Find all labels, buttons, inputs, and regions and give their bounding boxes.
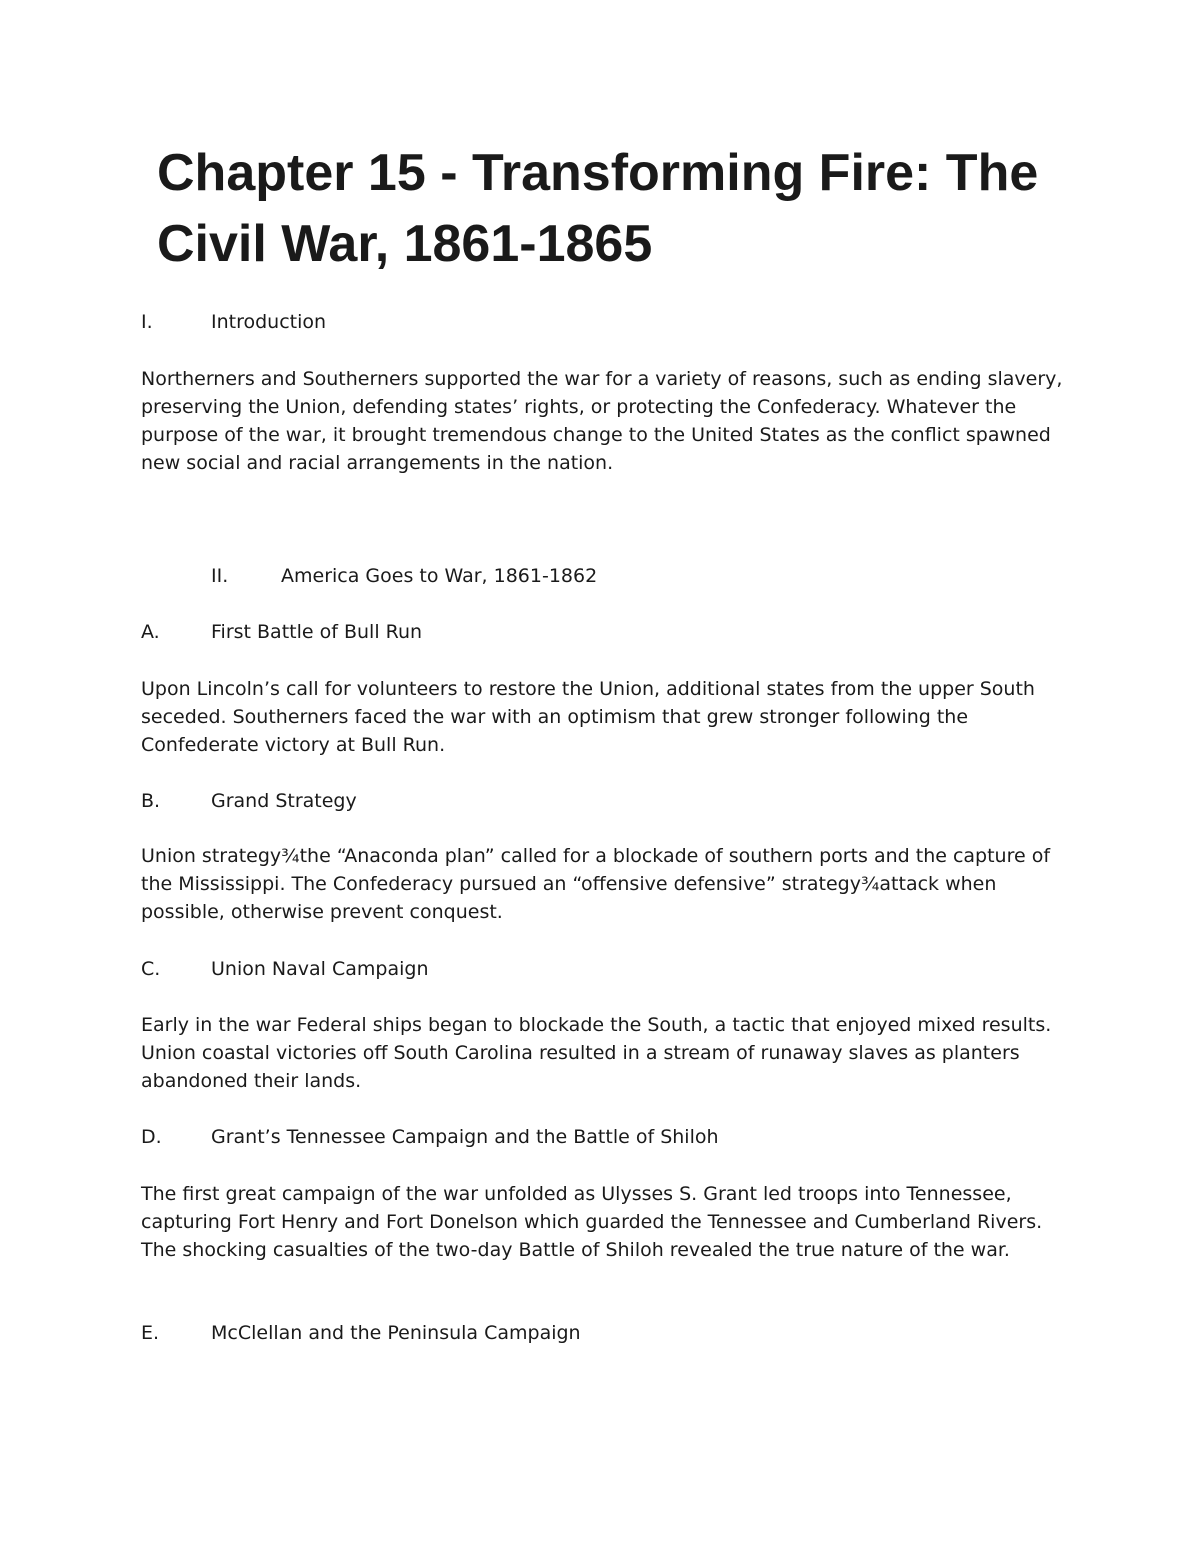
subsection-heading-peninsula-campaign — [141, 1319, 941, 1347]
subsection-heading-tennessee-campaign — [141, 1123, 941, 1151]
section-marker: I. — [141, 311, 153, 333]
section-heading-america-goes-to-war — [211, 562, 711, 590]
subsection-marker: E. — [141, 1322, 160, 1344]
subsection-heading-naval-campaign — [141, 955, 741, 983]
subsection-heading-bull-run — [141, 618, 741, 646]
section-title: America Goes to War, 1861-1862 — [281, 565, 598, 587]
document-title: Chapter 15 - Transforming Fire: The Civil War, 1861-1865 — [157, 144, 1039, 273]
subsection-title: Grand Strategy — [211, 790, 357, 812]
section-title: Introduction — [211, 311, 327, 333]
subsection-paragraph-grand-strategy: Union strategy¾the “Anaconda plan” called for a blockade of southern ports and the capture of the Mississippi. The Confederacy pursued an “offensive defensive” strategy¾attack when possible, otherwise prevent conquest. — [141, 845, 1051, 923]
subsection-marker: D. — [141, 1126, 162, 1148]
subsection-marker: B. — [141, 790, 161, 812]
section-heading-introduction — [141, 308, 541, 336]
subsection-marker: A. — [141, 621, 160, 643]
subsection-marker: C. — [141, 958, 161, 980]
subsection-paragraph-naval-campaign: Early in the war Federal ships began to blockade the South, a tactic that enjoyed mixed results. Union coastal victories off South Carolina resulted in a stream of runaway slaves as planters abandoned their lands. — [141, 1014, 1052, 1092]
subsection-title: First Battle of Bull Run — [211, 621, 423, 643]
section-marker: II. — [211, 565, 229, 587]
subsection-title: Union Naval Campaign — [211, 958, 429, 980]
subsection-paragraph-tennessee-campaign: The first great campaign of the war unfolded as Ulysses S. Grant led troops into Tennessee, capturing Fort Henry and Fort Donelson which guarded the Tennessee and Cumberland Rivers. The shocking casualties of the two-day Battle of Shiloh revealed the true nature of the war. — [141, 1183, 1043, 1261]
subsection-heading-grand-strategy — [141, 787, 741, 815]
subsection-title: Grant’s Tennessee Campaign and the Battle of Shiloh — [211, 1126, 719, 1148]
subsection-paragraph-bull-run: Upon Lincoln’s call for volunteers to restore the Union, additional states from the upper South seceded. Southerners faced the war with an optimism that grew stronger following the Confederate victory at Bull Run. — [141, 678, 1035, 756]
intro-paragraph: Northerners and Southerners supported the war for a variety of reasons, such as ending slavery, preserving the Union, defending states’ rights, or protecting the Confederacy. Whatever the purpose of the war, it brought tremendous change to the United States as the conflict spawned new social and racial arrangements in the nation. — [141, 368, 1063, 474]
subsection-title: McClellan and the Peninsula Campaign — [211, 1322, 581, 1344]
